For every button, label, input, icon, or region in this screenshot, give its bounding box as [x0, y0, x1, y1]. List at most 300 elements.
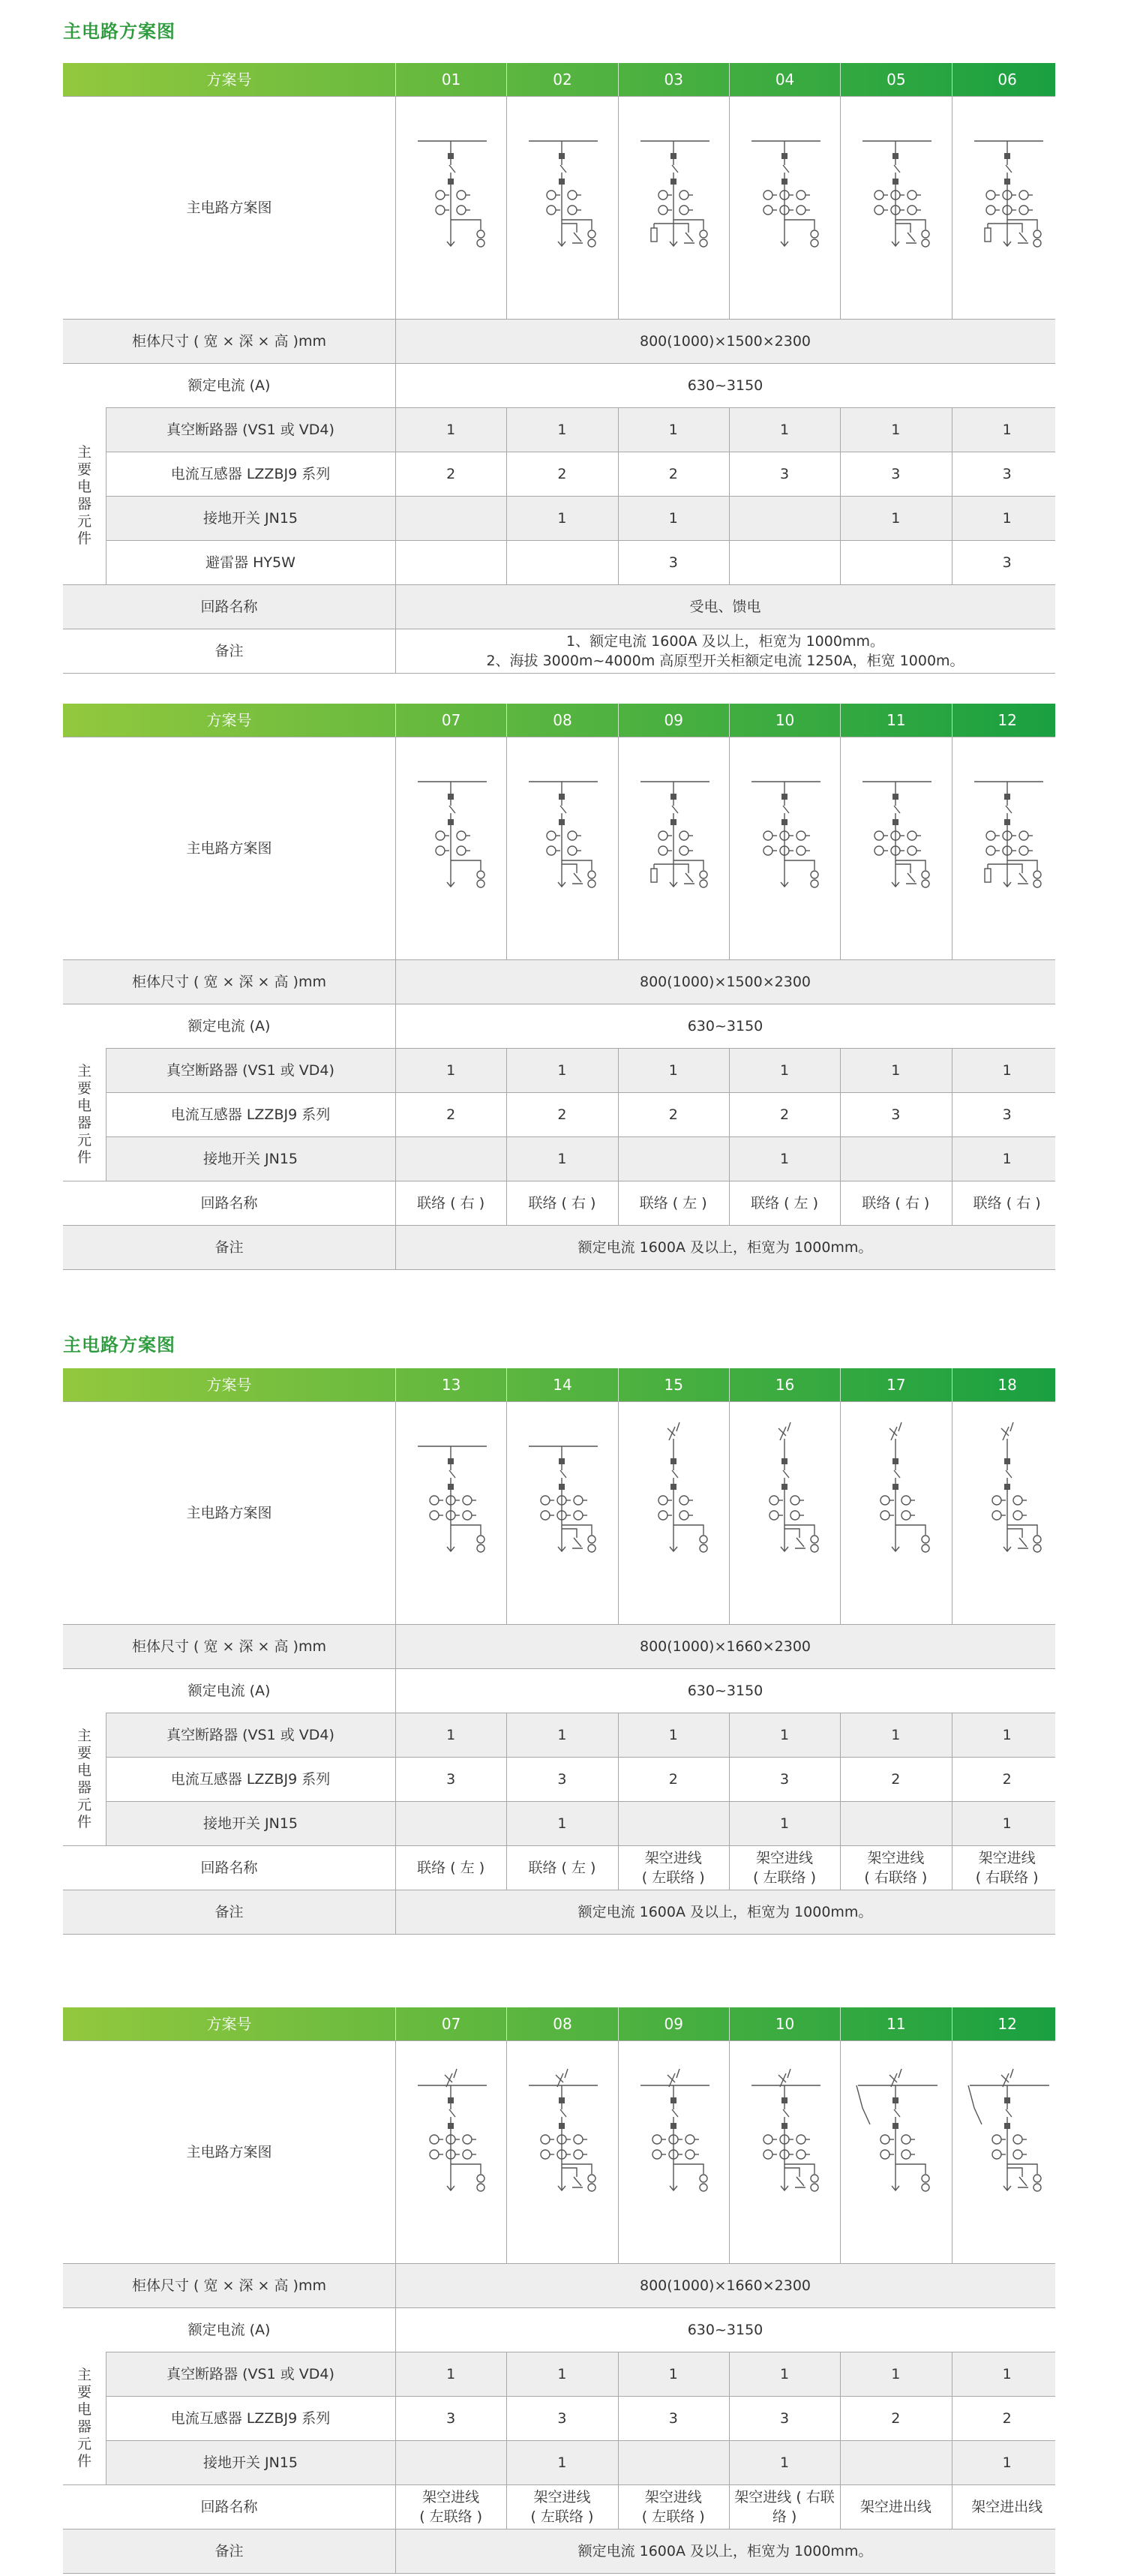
row-value: 800(1000)×1660×2300: [640, 2277, 811, 2294]
row-label: 备注: [214, 1238, 244, 1256]
breaker-icon: [1006, 159, 1012, 173]
breaker-icon: [449, 2103, 455, 2117]
row-value: 2: [557, 1106, 567, 1123]
table-bottom-border: [63, 2573, 1055, 2574]
indicator-icon: [700, 1545, 707, 1552]
current-transformer-icon: [680, 831, 688, 840]
current-transformer-icon: [541, 1511, 550, 1520]
cable-outlet-icon: [1004, 872, 1011, 887]
column-divider: [506, 1401, 507, 1624]
row-divider: [106, 540, 1055, 541]
column-divider: [618, 2040, 619, 2263]
arrester-icon: [651, 869, 657, 882]
column-divider: [506, 2396, 507, 2440]
row-label: 真空断路器 (VS1 或 VD4): [166, 1726, 334, 1743]
single-line-diagram: [395, 737, 506, 959]
row-value: 2: [891, 2409, 901, 2427]
single-line-diagram: [506, 1401, 617, 1624]
row-value: [618, 1136, 729, 1181]
current-transformer-icon: [547, 846, 556, 855]
scheme-number: 17: [840, 1368, 951, 1401]
row-value: 2: [1002, 1770, 1012, 1788]
row-divider: [63, 1668, 1055, 1669]
column-divider: [506, 2440, 507, 2484]
scheme-number: 09: [618, 2007, 729, 2040]
group-label-text: 主要电器元件: [76, 2366, 92, 2469]
current-transformer-icon: [430, 1511, 439, 1520]
row-label: 回路名称: [200, 1859, 258, 1876]
scheme-number: 01: [395, 63, 506, 96]
current-transformer-icon: [436, 191, 445, 200]
column-divider: [840, 96, 841, 319]
table-row: [63, 540, 1055, 584]
indicator-icon: [588, 2184, 596, 2191]
contact-block: [892, 2097, 898, 2103]
breaker-icon: [1006, 1464, 1012, 1478]
column-divider: [395, 2307, 396, 2352]
current-transformer-icon: [574, 1496, 583, 1505]
current-transformer-icon: [457, 846, 466, 855]
contact-block: [1004, 2097, 1010, 2103]
contact-block: [559, 179, 565, 185]
indicator-icon: [700, 230, 707, 238]
row-value: 630~3150: [687, 377, 764, 394]
row-divider: [63, 584, 1055, 585]
column-divider: [840, 737, 841, 959]
contact-block: [892, 794, 898, 800]
current-transformer-icon: [436, 846, 445, 855]
remark-text: [395, 629, 1055, 673]
column-divider: [840, 1713, 841, 1757]
contact-block: [782, 2123, 788, 2129]
column-divider: [395, 1401, 396, 1624]
breaker-icon: [783, 800, 789, 813]
contact-block: [782, 2097, 788, 2103]
current-transformer-icon: [992, 1511, 1001, 1520]
group-label: [63, 407, 106, 584]
row-label: 主电路方案图: [186, 199, 272, 216]
indicator-icon: [588, 239, 596, 247]
cable-outlet-icon: [1004, 2175, 1011, 2190]
column-divider: [729, 1845, 730, 1890]
current-transformer-icon: [986, 831, 995, 840]
row-label: 额定电流 (A): [188, 1017, 271, 1034]
cable-outlet-icon: [558, 1536, 566, 1551]
indicator-lead: [784, 860, 814, 870]
contact-block: [559, 2123, 565, 2129]
column-divider: [395, 1004, 396, 1048]
column-divider: [506, 1181, 507, 1225]
indicator-lead: [451, 1525, 481, 1535]
circuit-name: [952, 1181, 1063, 1225]
row-value: 1: [446, 421, 456, 438]
column-divider: [395, 407, 396, 452]
current-transformer-icon: [908, 206, 916, 215]
row-value: 1: [891, 1061, 901, 1079]
row-value: 1: [891, 509, 901, 527]
circuit-name: [395, 2484, 506, 2529]
current-transformer-icon: [796, 831, 806, 840]
current-transformer-icon: [986, 206, 995, 215]
current-transformer-icon: [908, 846, 916, 855]
circuit-name: [506, 2484, 617, 2529]
indicator-icon: [1034, 871, 1041, 878]
contact-block: [782, 819, 788, 825]
row-label: 接地开关 JN15: [202, 1150, 298, 1167]
column-divider: [729, 737, 730, 959]
indicator-lead: [896, 1525, 926, 1535]
circuit-name-line: 架空进线: [867, 1849, 925, 1866]
current-transformer-icon: [1019, 846, 1028, 855]
row-value: 1: [891, 2365, 901, 2382]
row-label: 柜体尺寸 ( 宽 × 深 × 高 )mm: [132, 2277, 326, 2294]
current-transformer-icon: [457, 191, 466, 200]
row-value: 3: [779, 1770, 790, 1788]
current-transformer-icon: [680, 191, 688, 200]
row-value: 2: [668, 1106, 678, 1123]
current-transformer-icon: [908, 191, 916, 200]
column-divider: [395, 2040, 396, 2263]
current-transformer-icon: [902, 2135, 910, 2144]
row-value: 1: [446, 2365, 456, 2382]
current-transformer-icon: [568, 191, 577, 200]
row-value: 630~3150: [687, 1017, 764, 1034]
earthing-switch-icon: [896, 224, 916, 243]
row-value: 1: [779, 1150, 790, 1167]
table-header: [63, 1368, 1055, 1401]
cable-outlet-icon: [558, 231, 566, 246]
cable-outlet-icon: [670, 2175, 677, 2190]
row-value: [395, 1801, 506, 1845]
table-bottom-border: [63, 1934, 1055, 1935]
current-transformer-icon: [880, 2150, 890, 2159]
breaker-icon: [672, 2103, 678, 2117]
contact-block: [670, 1458, 676, 1464]
column-divider: [506, 1757, 507, 1801]
table-row: [63, 1181, 1055, 1225]
row-divider: [63, 1624, 1055, 1625]
indicator-icon: [477, 871, 484, 878]
breaker-icon: [894, 1464, 900, 1478]
circuit-name-line: 联络 ( 右 ): [973, 1194, 1041, 1211]
cable-outlet-icon: [781, 872, 788, 887]
circuit-name: [618, 2484, 729, 2529]
row-value: [729, 540, 840, 584]
current-transformer-icon: [541, 2150, 550, 2159]
contact-block: [1004, 153, 1010, 159]
column-divider: [840, 2040, 841, 2263]
column-divider: [395, 363, 396, 407]
circuit-name-line: 架空进线: [644, 2488, 702, 2505]
contact-block: [1004, 179, 1010, 185]
indicator-icon: [477, 239, 484, 247]
contact-block: [1004, 2123, 1010, 2129]
current-transformer-icon: [463, 1496, 472, 1505]
row-label: 电流互感器 LZZBJ9 系列: [170, 1770, 331, 1788]
current-transformer-icon: [686, 2150, 694, 2159]
column-divider: [395, 2440, 396, 2484]
row-value: [618, 2440, 729, 2484]
column-divider: [618, 737, 619, 959]
breaker-icon: [672, 1464, 678, 1478]
indicator-icon: [700, 871, 707, 878]
row-value: 1: [557, 2365, 567, 2382]
current-transformer-icon: [902, 1496, 910, 1505]
column-divider: [840, 1048, 841, 1092]
row-value: [395, 496, 506, 540]
column-divider: [506, 1092, 507, 1136]
earthing-switch-icon: [1007, 1529, 1028, 1548]
column-divider: [506, 452, 507, 496]
row-divider: [63, 1225, 1055, 1226]
current-transformer-icon: [902, 1511, 910, 1520]
scheme-number: 14: [506, 1368, 617, 1401]
single-line-diagram: [618, 96, 729, 319]
indicator-icon: [922, 1536, 929, 1543]
row-value: 2: [779, 1106, 790, 1123]
row-value: 2: [891, 1770, 901, 1788]
row-value: 1: [891, 421, 901, 438]
column-divider: [840, 2396, 841, 2440]
single-line-diagram: [729, 2040, 840, 2263]
circuit-name: [506, 1845, 617, 1890]
row-label: 备注: [214, 642, 244, 659]
contact-block: [782, 179, 788, 185]
cable-outlet-icon: [670, 1536, 677, 1551]
indicator-icon: [700, 2175, 707, 2182]
current-transformer-icon: [574, 2150, 583, 2159]
current-transformer-icon: [463, 2150, 472, 2159]
column-divider: [729, 1136, 730, 1181]
earthing-switch-icon: [1007, 864, 1028, 884]
row-label: 柜体尺寸 ( 宽 × 深 × 高 )mm: [132, 1638, 326, 1655]
overhead-line-icon: [890, 2069, 902, 2087]
cable-outlet-icon: [892, 1536, 899, 1551]
row-divider: [106, 1092, 1055, 1093]
contact-block: [892, 179, 898, 185]
current-transformer-icon: [568, 846, 577, 855]
column-divider: [729, 2484, 730, 2529]
indicator-icon: [588, 871, 596, 878]
indicator-icon: [922, 1545, 929, 1552]
contact-block: [670, 1484, 676, 1490]
table-row: [63, 1668, 1055, 1713]
single-line-diagram: [952, 96, 1063, 319]
row-value: 800(1000)×1500×2300: [640, 332, 811, 350]
column-divider: [395, 1801, 396, 1845]
current-transformer-icon: [430, 2150, 439, 2159]
table-row: [63, 452, 1055, 496]
contact-block: [448, 1458, 454, 1464]
contact-block: [892, 2123, 898, 2129]
table-header: [63, 63, 1055, 96]
earthing-switch-icon: [562, 1529, 583, 1548]
column-divider: [506, 1048, 507, 1092]
row-label: 柜体尺寸 ( 宽 × 深 × 高 )mm: [132, 332, 326, 350]
scheme-number: 11: [840, 2007, 951, 2040]
column-divider: [395, 1757, 396, 1801]
row-value: 1: [668, 509, 678, 527]
breaker-icon: [783, 159, 789, 173]
single-line-diagram: [729, 737, 840, 959]
column-divider: [729, 1757, 730, 1801]
column-divider: [729, 1713, 730, 1757]
cable-outlet-icon: [447, 231, 454, 246]
circuit-name-line: ( 左联络 ): [530, 2508, 594, 2525]
scheme-number: 11: [840, 704, 951, 737]
current-transformer-icon: [430, 1496, 439, 1505]
column-divider: [395, 1048, 396, 1092]
column-divider: [395, 1668, 396, 1713]
column-divider: [618, 1401, 619, 1624]
row-label: 真空断路器 (VS1 或 VD4): [166, 2365, 334, 2382]
current-transformer-icon: [436, 206, 445, 215]
row-label: 电流互感器 LZZBJ9 系列: [170, 2409, 331, 2427]
column-divider: [840, 1092, 841, 1136]
contact-block: [782, 794, 788, 800]
column-divider: [506, 2352, 507, 2396]
current-transformer-icon: [652, 2135, 662, 2144]
row-value: 3: [446, 1770, 456, 1788]
row-divider: [106, 1136, 1055, 1137]
current-transformer-icon: [1019, 191, 1028, 200]
single-line-diagram: [506, 96, 617, 319]
column-divider: [729, 452, 730, 496]
column-divider: [618, 2396, 619, 2440]
current-transformer-icon: [764, 191, 772, 200]
current-transformer-icon: [992, 2150, 1001, 2159]
earthing-switch-icon: [1007, 224, 1028, 243]
circuit-name-line: 联络 ( 左 ): [417, 1859, 485, 1876]
column-divider: [506, 1801, 507, 1845]
table-row: [63, 629, 1055, 673]
current-transformer-icon: [764, 206, 772, 215]
row-divider: [63, 1401, 1055, 1402]
circuit-name-line: 架空进线: [422, 2488, 480, 2505]
row-value: 800(1000)×1660×2300: [640, 1638, 811, 1655]
column-divider: [506, 737, 507, 959]
row-divider: [63, 96, 1055, 97]
single-line-diagram: [729, 96, 840, 319]
column-divider: [840, 2440, 841, 2484]
single-line-diagram: [618, 2040, 729, 2263]
current-transformer-icon: [658, 1496, 668, 1505]
current-transformer-icon: [986, 846, 995, 855]
circuit-name: [840, 1845, 951, 1890]
column-divider: [729, 2352, 730, 2396]
scheme-number: 18: [952, 1368, 1063, 1401]
circuit-name: [618, 1181, 729, 1225]
current-transformer-icon: [547, 831, 556, 840]
indicator-icon: [922, 2175, 929, 2182]
column-divider: [618, 540, 619, 584]
current-transformer-icon: [463, 2135, 472, 2144]
table-row: [63, 363, 1055, 407]
group-label: [63, 2352, 106, 2484]
column-divider: [840, 1845, 841, 1890]
indicator-icon: [811, 2175, 818, 2182]
contact-block: [1004, 819, 1010, 825]
row-value: 3: [891, 465, 901, 482]
current-transformer-icon: [1013, 1511, 1022, 1520]
contact-block: [670, 794, 676, 800]
row-label: 真空断路器 (VS1 或 VD4): [166, 1061, 334, 1079]
single-line-diagram: [618, 737, 729, 959]
table-row: [63, 2396, 1055, 2440]
row-value: 3: [779, 465, 790, 482]
column-divider: [395, 1181, 396, 1225]
current-transformer-icon: [652, 2150, 662, 2159]
section-title: 主电路方案图: [63, 1335, 176, 1356]
row-value: [840, 540, 951, 584]
column-divider: [729, 540, 730, 584]
table-row: [63, 1401, 1055, 1624]
row-label: 额定电流 (A): [188, 1682, 271, 1699]
column-divider: [395, 1845, 396, 1890]
cable-outlet-icon: [670, 231, 677, 246]
single-line-diagram: [506, 2040, 617, 2263]
indicator-icon: [477, 230, 484, 238]
column-divider: [618, 1181, 619, 1225]
row-value: [395, 540, 506, 584]
single-line-diagram: [506, 737, 617, 959]
scheme-number: 06: [952, 63, 1063, 96]
cable-outlet-icon: [1004, 231, 1011, 246]
table-row: [63, 1801, 1055, 1845]
current-transformer-icon: [680, 206, 688, 215]
table-row: [63, 737, 1055, 959]
indicator-icon: [922, 2184, 929, 2191]
column-divider: [506, 2040, 507, 2263]
earthing-switch-icon: [1007, 2168, 1028, 2187]
indicator-icon: [1034, 880, 1041, 887]
column-divider: [729, 96, 730, 319]
scheme-number: 07: [395, 2007, 506, 2040]
column-divider: [840, 452, 841, 496]
current-transformer-icon: [457, 206, 466, 215]
row-label: 备注: [214, 2542, 244, 2559]
column-divider: [395, 1890, 396, 1934]
circuit-name-line: 架空进线: [644, 1849, 702, 1866]
row-label: 回路名称: [200, 1194, 258, 1211]
indicator-lead: [451, 2164, 481, 2174]
column-divider: [729, 1801, 730, 1845]
indicator-icon: [922, 880, 929, 887]
contact-block: [448, 2123, 454, 2129]
arrester-icon: [651, 228, 657, 242]
column-divider: [395, 1624, 396, 1668]
table-row: [63, 319, 1055, 363]
indicator-icon: [477, 2175, 484, 2182]
contact-block: [448, 819, 454, 825]
current-transformer-icon: [436, 831, 445, 840]
single-line-diagram: [840, 737, 951, 959]
table-row: [63, 407, 1055, 452]
scheme-number: 02: [506, 63, 617, 96]
row-value: 1: [779, 1061, 790, 1079]
current-transformer-icon: [796, 2135, 806, 2144]
single-line-diagram: [729, 1401, 840, 1624]
row-value: [506, 540, 617, 584]
row-value: 1: [557, 1061, 567, 1079]
breaker-icon: [560, 800, 566, 813]
row-value: 1: [1002, 1815, 1012, 1832]
column-divider: [729, 1401, 730, 1624]
row-value: 1: [446, 1726, 456, 1743]
contact-block: [559, 153, 565, 159]
current-transformer-icon: [790, 1511, 800, 1520]
cable-outlet-icon: [447, 2175, 454, 2190]
